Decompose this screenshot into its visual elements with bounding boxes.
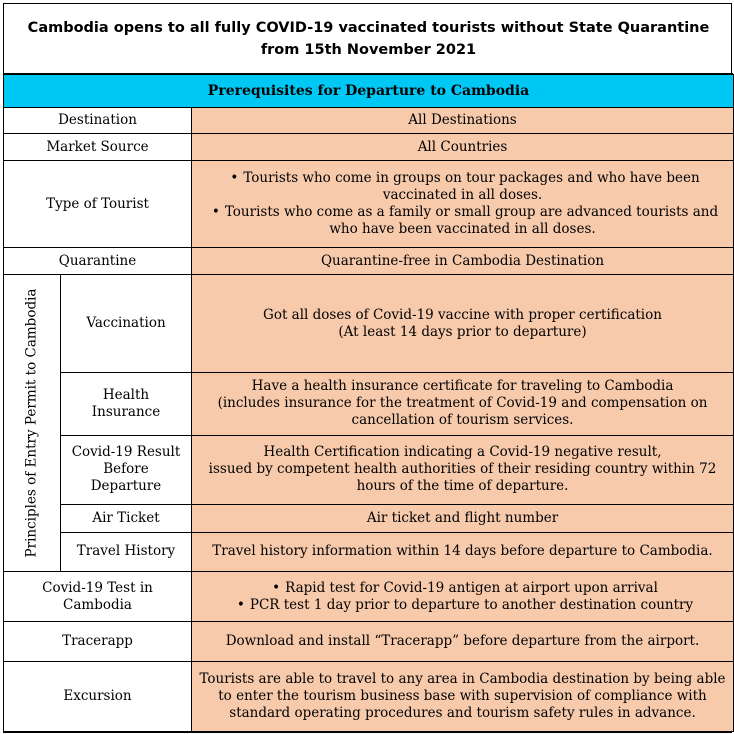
row-label-covid-result: Covid-19 Result Before Departure	[61, 435, 192, 504]
table-row	[4, 134, 734, 161]
table-row	[4, 662, 734, 732]
table-row	[4, 248, 734, 275]
list-item: • Tourists who come as a family or small group are advanced tourists and who have been vaccinated in all doses.	[198, 204, 727, 238]
section-header: Prerequisites for Departure to Cambodia	[4, 75, 734, 108]
page-title: Cambodia opens to all fully COVID-19 vaccinated tourists without State Quarantine from 15th November 2021	[4, 4, 733, 74]
row-value-covid-test	[192, 572, 734, 622]
bullet-icon: •	[230, 170, 239, 186]
table-row	[4, 504, 734, 532]
row-label-health-insurance: Health Insurance	[61, 373, 192, 435]
table-row	[4, 275, 734, 373]
bullet-icon: •	[236, 596, 245, 613]
table-row	[4, 373, 734, 435]
row-label-destination: Destination	[4, 108, 192, 134]
prerequisites-table	[3, 74, 734, 732]
table-row	[4, 622, 734, 662]
table-row	[4, 532, 734, 571]
row-label-quarantine: Quarantine	[4, 248, 192, 275]
row-value-tracerapp: Download and install “Tracerapp” before departure from the airport.	[192, 622, 734, 662]
list-item: • Rapid test for Covid-19 antigen at airport upon arrival	[198, 580, 727, 597]
row-label-type-of-tourist: Type of Tourist	[4, 161, 192, 248]
row-value-air-ticket: Air ticket and flight number	[192, 504, 734, 532]
table-row	[4, 108, 734, 134]
bullet-icon: •	[272, 579, 281, 596]
row-value-travel-history: Travel history information within 14 days before departure to Cambodia.	[192, 532, 734, 571]
row-value-health-insurance: Have a health insurance certificate for traveling to Cambodia (includes insurance for the treatment of Covid-19 and compensation on cancellation of tourism services.	[192, 373, 734, 435]
row-value-vaccination: Got all doses of Covid-19 vaccine with proper certification (At least 14 days prior to departure)	[192, 275, 734, 373]
principles-group-label: Principles of Entry Permit to Cambodia	[23, 288, 40, 558]
bullet-icon: •	[211, 204, 220, 220]
row-label-tracerapp: Tracerapp	[4, 622, 192, 662]
list-item: • PCR test 1 day prior to departure to another destination country	[198, 597, 727, 614]
row-label-excursion: Excursion	[4, 662, 192, 732]
row-value-excursion: Tourists are able to travel to any area in Cambodia destination by being able to enter the tourism business base with supervision of compliance with standard operating procedures and tourism safety rules in advance.	[192, 662, 734, 732]
row-label-market-source: Market Source	[4, 134, 192, 161]
row-value-destination: All Destinations	[192, 108, 734, 134]
row-label-air-ticket: Air Ticket	[61, 504, 192, 532]
list-item: • Tourists who come in groups on tour packages and who have been vaccinated in all doses.	[198, 170, 727, 204]
row-value-quarantine: Quarantine-free in Cambodia Destination	[192, 248, 734, 275]
table-row	[4, 161, 734, 248]
principles-group-cell	[4, 275, 61, 572]
table-row	[4, 435, 734, 504]
row-label-covid-test: Covid-19 Test in Cambodia	[4, 572, 192, 622]
row-value-type-of-tourist	[192, 161, 734, 248]
row-value-covid-result: Health Certification indicating a Covid-19 negative result, issued by competent health authorities of their residing country within 72 hours of the time of departure.	[192, 435, 734, 504]
row-label-travel-history: Travel History	[61, 532, 192, 571]
row-value-market-source: All Countries	[192, 134, 734, 161]
table-row	[4, 572, 734, 622]
row-label-vaccination: Vaccination	[61, 275, 192, 373]
